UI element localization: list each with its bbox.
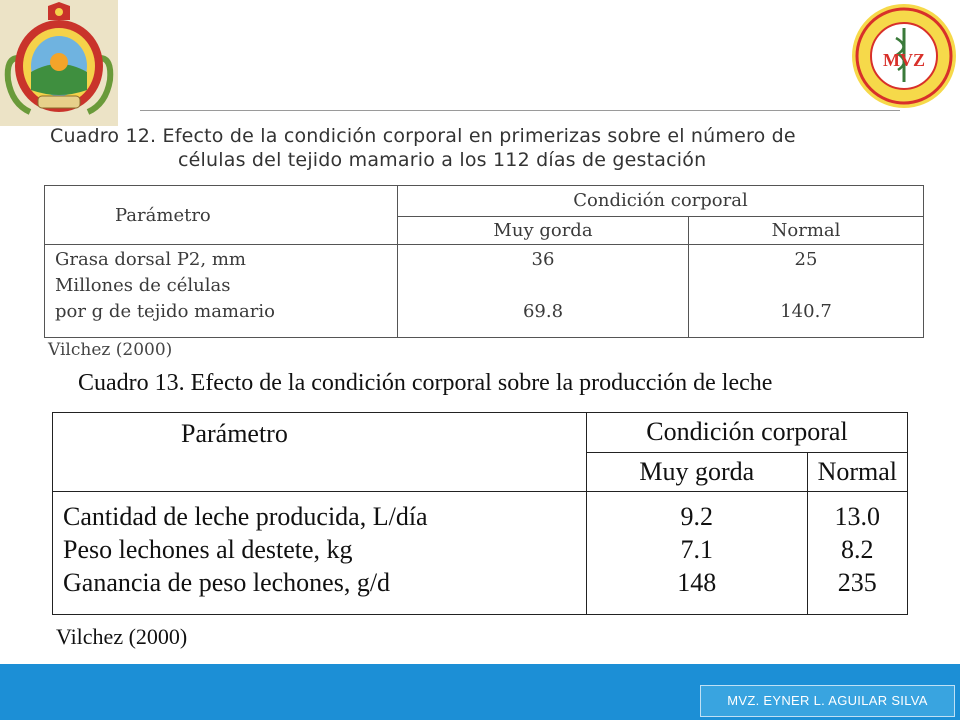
cuadro-12-source: Vilchez (2000) xyxy=(48,340,173,360)
table-header-normal: Normal xyxy=(689,216,924,244)
table-header-muy-gorda: Muy gorda xyxy=(586,452,807,492)
table-col-muy-gorda xyxy=(586,492,807,615)
university-crest-icon xyxy=(0,0,118,126)
table-header-condicion: Condición corporal xyxy=(398,186,924,217)
table-col-normal xyxy=(689,245,924,338)
cell-value: 140.7 xyxy=(780,301,832,322)
cell-value: 8.2 xyxy=(841,535,874,564)
cell-value: 13.0 xyxy=(834,502,881,531)
cuadro-12-caption-line1: Cuadro 12. Efecto de la condición corporal en primerizas sobre el número de xyxy=(50,125,796,147)
row-label: Grasa dorsal P2, mm xyxy=(55,249,246,270)
cell-value: 69.8 xyxy=(522,301,564,322)
table-col-muy-gorda xyxy=(398,245,689,338)
row-label: Cantidad de leche producida, L/día xyxy=(63,502,428,531)
author-label: MVZ. EYNER L. AGUILAR SILVA xyxy=(700,685,955,717)
university-logo xyxy=(0,0,118,126)
cell-value xyxy=(699,273,913,299)
cell-value: 9.2 xyxy=(680,502,714,531)
table-header-muy-gorda: Muy gorda xyxy=(398,216,689,244)
top-divider xyxy=(140,110,900,111)
cell-value: 36 xyxy=(531,249,555,270)
table-header-condicion: Condición corporal xyxy=(586,413,907,453)
cuadro-12-caption xyxy=(50,124,930,172)
cell-value: 7.1 xyxy=(680,535,714,564)
mvz-initials: MVZ xyxy=(883,50,925,70)
table-row-labels xyxy=(45,245,398,338)
table-col-normal xyxy=(807,492,907,615)
cuadro-12-caption-line2: células del tejido mamario a los 112 días de gestación xyxy=(178,149,707,171)
row-label: Millones de células xyxy=(55,275,231,296)
table-header-normal: Normal xyxy=(807,452,907,492)
table-header-param: Parámetro xyxy=(45,186,398,245)
mvz-logo xyxy=(850,2,958,110)
cuadro-12-table xyxy=(44,185,924,338)
table-header-param: Parámetro xyxy=(53,413,587,492)
cell-value: 235 xyxy=(837,568,877,597)
cell-value xyxy=(408,273,678,299)
row-label: Peso lechones al destete, kg xyxy=(63,535,353,564)
mvz-badge-icon xyxy=(850,2,958,110)
cuadro-13-caption: Cuadro 13. Efecto de la condición corporal sobre la producción de leche xyxy=(78,370,773,396)
cell-value: 148 xyxy=(677,568,717,597)
cell-value: 25 xyxy=(794,249,818,270)
table-row-labels xyxy=(53,492,587,615)
row-label: por g de tejido mamario xyxy=(55,301,275,322)
cuadro-13-table xyxy=(52,412,908,615)
cuadro-13-source: Vilchez (2000) xyxy=(56,624,188,649)
row-label: Ganancia de peso lechones, g/d xyxy=(63,568,391,597)
